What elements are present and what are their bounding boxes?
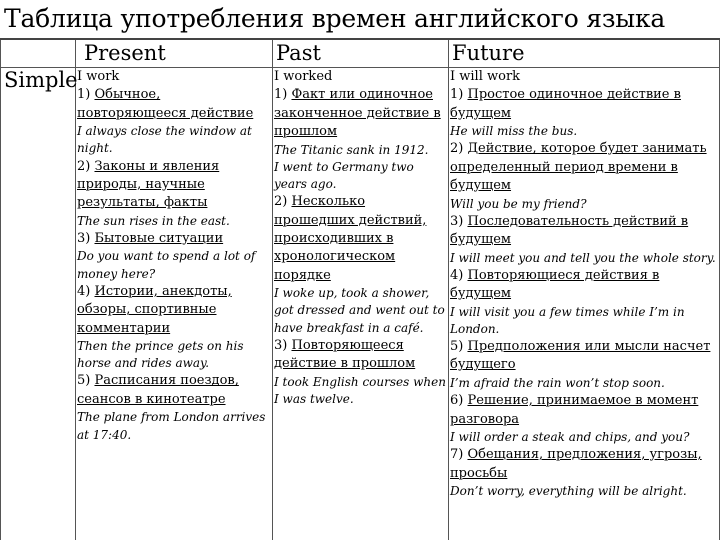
- header-future: Future: [452, 41, 525, 65]
- future-use-4: Повторяющиеся действия в будущем: [450, 267, 660, 302]
- future-num-1: 1): [450, 87, 464, 103]
- future-example-5: I’m afraid the rain won’t stop soon.: [450, 375, 665, 390]
- present-example-5: The plane from London arrives at 17:40.: [77, 410, 266, 442]
- past-example-1: The Titanic sank in 1912.: [274, 142, 429, 157]
- present-num-5: 5): [77, 373, 91, 389]
- future-example-2: Will you be my friend?: [450, 196, 587, 211]
- past-example-2: I woke up, took a shower, got dressed and went out to have breakfast in a café.: [274, 286, 445, 335]
- future-use-5: Предположения или мысли насчет будущего: [450, 339, 711, 373]
- future-use-7: Обещания, предложения, угрозы, просьбы: [450, 447, 702, 481]
- table-border-left: [0, 40, 1, 540]
- past-num-1: 1): [274, 87, 288, 103]
- present-use-2: Законы и явления природы, научные результаты, факты: [77, 158, 220, 211]
- present-use-5: Расписания поездов, сеансов в кинотеатре: [77, 373, 239, 407]
- future-example-1: He will miss the bus.: [450, 124, 578, 139]
- present-num-4: 4): [77, 283, 91, 299]
- future-num-7: 7): [450, 447, 464, 463]
- present-example-3: Do you want to spend a lot of money here?: [77, 249, 256, 281]
- present-cell: [77, 68, 271, 444]
- future-example-7: Don’t worry, everything will be alright.: [450, 483, 687, 498]
- future-use-6: Решение, принимаемое в момент разговора: [450, 393, 699, 427]
- page-title: Таблица употребления времен английского языка: [4, 4, 666, 33]
- present-formula: I work: [77, 69, 120, 84]
- header-present: Present: [84, 41, 166, 65]
- column-divider-1: [75, 40, 76, 540]
- past-use-2: Несколько прошедших действий, происходивших в хронологическом порядке: [274, 194, 427, 283]
- past-use-3: Повторяющееся действие в прошлом: [274, 337, 416, 372]
- past-use-1: Факт или одиночное законченное действие в прошлом: [274, 87, 441, 140]
- present-example-2: The sun rises in the east.: [77, 213, 230, 228]
- past-cell: [274, 68, 446, 408]
- title-divider: [0, 38, 720, 40]
- past-formula: I worked: [274, 69, 333, 84]
- column-divider-2: [272, 40, 273, 540]
- present-use-4: Истории, анекдоты, обзоры, спортивные комментарии: [77, 283, 232, 336]
- past-num-3: 3): [274, 337, 288, 353]
- future-num-6: 6): [450, 393, 464, 409]
- past-num-2: 2): [274, 194, 288, 210]
- row-label-simple: Simple: [4, 68, 78, 92]
- future-example-4: I will visit you a few times while I’m in London.: [450, 304, 685, 336]
- future-example-3: I will meet you and tell you the whole story.: [450, 250, 716, 265]
- present-use-3: Бытовые ситуации: [94, 231, 224, 247]
- past-example-3: I took English courses when I was twelve.: [274, 374, 446, 406]
- future-use-3: Последовательность действий в будущем: [450, 213, 689, 248]
- future-num-3: 3): [450, 213, 464, 229]
- present-num-1: 1): [77, 87, 91, 103]
- present-num-2: 2): [77, 158, 91, 174]
- future-cell: [450, 68, 718, 500]
- column-divider-3: [448, 40, 449, 540]
- present-use-1: Обычное, повторяющееся действие: [77, 87, 254, 121]
- future-num-2: 2): [450, 141, 464, 157]
- present-example-4: Then the prince gets on his horse and rides away.: [77, 339, 244, 371]
- future-use-1: Простое одиночное действие в будущем: [450, 87, 681, 121]
- future-formula: I will work: [450, 69, 521, 84]
- future-num-4: 4): [450, 267, 464, 283]
- present-num-3: 3): [77, 231, 91, 247]
- future-example-6: I will order a steak and chips, and you?: [450, 429, 690, 444]
- past-example-1b: I went to Germany two years ago.: [274, 159, 414, 192]
- header-past: Past: [276, 41, 321, 65]
- future-num-5: 5): [450, 339, 464, 355]
- present-example-1: I always close the window at night.: [77, 124, 252, 156]
- future-use-2: Действие, которое будет занимать определенный период времени в будущем: [450, 141, 707, 194]
